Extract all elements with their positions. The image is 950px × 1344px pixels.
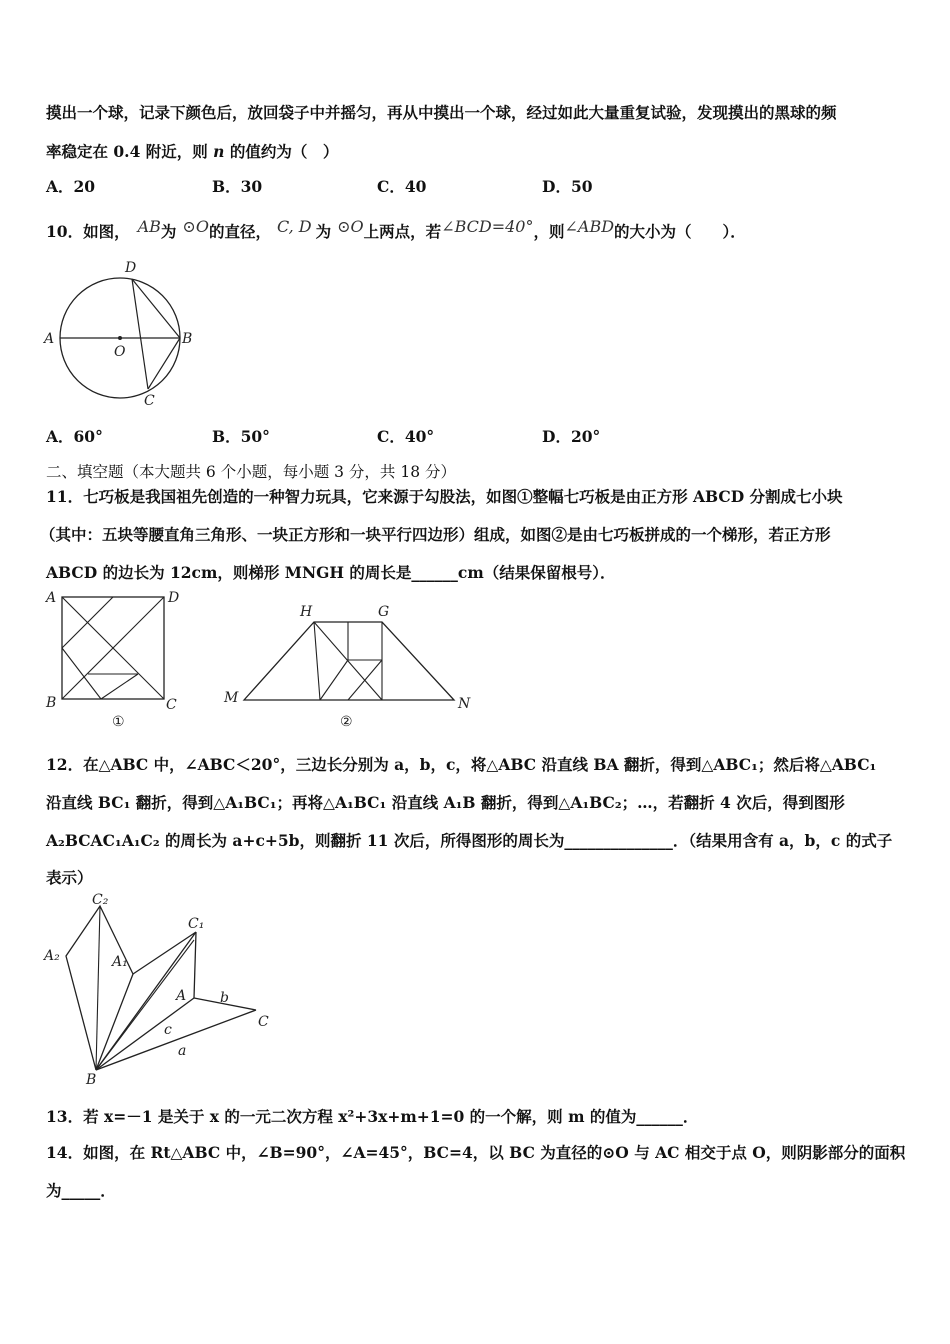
q10-wei2: 为 (315, 222, 332, 241)
q14-line-1: 14．如图，在 Rt△ABC 中，∠B=90°，∠A=45°，BC=4，以 BC 为直径的⊙O 与 AC 相交于点 O，则阴影部分的面积 (46, 1143, 906, 1162)
q10-circle-o2: ⊙O (337, 217, 364, 236)
q10-segment-cb (148, 338, 180, 389)
q11-fig2-label-n: N (458, 696, 471, 712)
q12-line-2: 沿直线 BC₁ 翻折，得到△A₁BC₁；再将△A₁BC₁ 沿直线 A₁B 翻折，得到△A₁BC₂；…，若翻折 4 次后，得到图形 (46, 793, 845, 812)
q12-label-c: C (258, 1014, 269, 1030)
q12-label-a1: A₁ (112, 954, 128, 970)
q9-option-c: C．40 (377, 177, 427, 196)
q9-option-d: D．50 (542, 177, 593, 196)
q10-label-a: A (44, 331, 55, 347)
q10-label-b: B (182, 331, 193, 347)
q12-label-b-side: b (220, 990, 229, 1006)
q12-line-bc (96, 1010, 256, 1070)
q12-line-bc2 (96, 906, 100, 1070)
q10-option-b: B．50° (212, 427, 270, 446)
q11-trapezoid (244, 622, 454, 700)
q10-label-o: O (114, 344, 126, 360)
q11-fig2-label-g: G (378, 604, 390, 620)
q9-line-1: 摸出一个球，记录下颜色后，放回袋子中并摇匀，再从中摸出一个球，经过如此大量重复试验，发现摸出的黑球的频 (46, 103, 837, 122)
section-2-title: 二、填空题（本大题共 6 个小题，每小题 3 分，共 18 分） (46, 463, 457, 481)
q12-label-b: B (86, 1072, 97, 1088)
q10-diameter: 的直径， (208, 222, 271, 241)
q10-two-points: 上两点，若 (363, 222, 442, 241)
q10-prefix: 10．如图， (46, 222, 130, 241)
q12-line-ba (96, 998, 194, 1070)
q11-fig2-label-m: M (224, 690, 239, 706)
q9-line-2-pre: 率稳定在 0.4 附近，则 (46, 142, 214, 161)
q10-label-d: D (125, 260, 137, 276)
q12-line-3: A₂BCAC₁A₁C₂ 的周长为 a+c+5b，则翻折 11 次后，所得图形的周长为______________．（结果用含有 a，b，c 的式子 (46, 831, 893, 850)
q12-line-1: 12．在△ABC 中，∠ABC＜20°，三边长分别为 a，b，c，将△ABC 沿直线 BA 翻折，得到△ABC₁；然后将△ABC₁ (46, 755, 877, 774)
q12-label-c2: C₂ (92, 892, 109, 908)
q10-option-a: A．60° (46, 427, 103, 446)
q12-label-a-side: a (178, 1043, 187, 1059)
q10-option-d: D．20° (542, 427, 601, 446)
q12-line-4: 表示） (46, 868, 93, 887)
q11-line-2: （其中：五块等腰直角三角形、一块正方形和一块平行四边形）组成，如图②是由七巧板拼成的一个梯形，若正方形 (40, 525, 831, 544)
q9-line-2-post: 的值约为（ ） (224, 142, 339, 161)
q12-label-c1: C₁ (188, 916, 205, 932)
q10-suffix: 的大小为（ ）． (614, 222, 746, 241)
q11-line-3: ABCD 的边长为 12cm，则梯形 MNGH 的周长是______cm（结果保留根号）． (46, 563, 616, 582)
q10-center-dot (118, 336, 122, 340)
q11-piece-6 (320, 660, 348, 700)
q11-fig1-label-c: C (166, 697, 177, 713)
q10-ab: AB (137, 217, 161, 236)
q9-option-b: B．30 (212, 177, 263, 196)
q9-variable-n: n (213, 142, 225, 161)
q10-angle-abd: ∠ABD (564, 217, 615, 236)
q11-fig2-label-h: H (300, 604, 313, 620)
q11-trapezoid-figure (220, 598, 480, 733)
q11-fig2-caption: ② (340, 714, 353, 730)
q11-mid-line-4 (101, 674, 138, 699)
q10-option-c: C．40° (377, 427, 435, 446)
q10-label-c: C (144, 393, 155, 408)
q9-option-a: A．20 (46, 177, 96, 196)
q12-folding-figure (40, 890, 280, 1090)
q10-circle-figure (40, 258, 200, 408)
q11-fig1-label-d: D (168, 590, 180, 606)
q10-stem (46, 217, 746, 242)
q9-line-2 (46, 140, 338, 162)
q10-angle-bcd: ∠BCD=40° (441, 217, 534, 236)
q11-fig1-caption: ① (112, 714, 125, 730)
q12-label-a2: A₂ (44, 948, 60, 964)
q11-tangram-square-figure (40, 585, 200, 735)
q11-line-1: 11．七巧板是我国祖先创造的一种智力玩具，它来源于勾股法，如图①整幅七巧板是由正方形 ABCD 分割成七小块 (46, 487, 843, 506)
q14-line-2: 为_____． (46, 1181, 116, 1200)
q12-label-a: A (176, 988, 187, 1004)
q11-fig1-label-b: B (46, 695, 57, 711)
q10-cd: C, D (276, 217, 312, 236)
q10-ze: ，则 (533, 222, 565, 241)
q12-line-ac1 (194, 932, 196, 998)
q12-label-c-side: c (164, 1022, 172, 1038)
q11-piece-1 (314, 622, 320, 700)
q10-circle-o: ⊙O (182, 217, 209, 236)
q11-fig1-label-a: A (46, 590, 57, 606)
q13-text: 13．若 x=－1 是关于 x 的一元二次方程 x²+3x+m+1=0 的一个解，则 m 的值为______． (46, 1107, 699, 1126)
q10-wei1: 为 (160, 222, 177, 241)
